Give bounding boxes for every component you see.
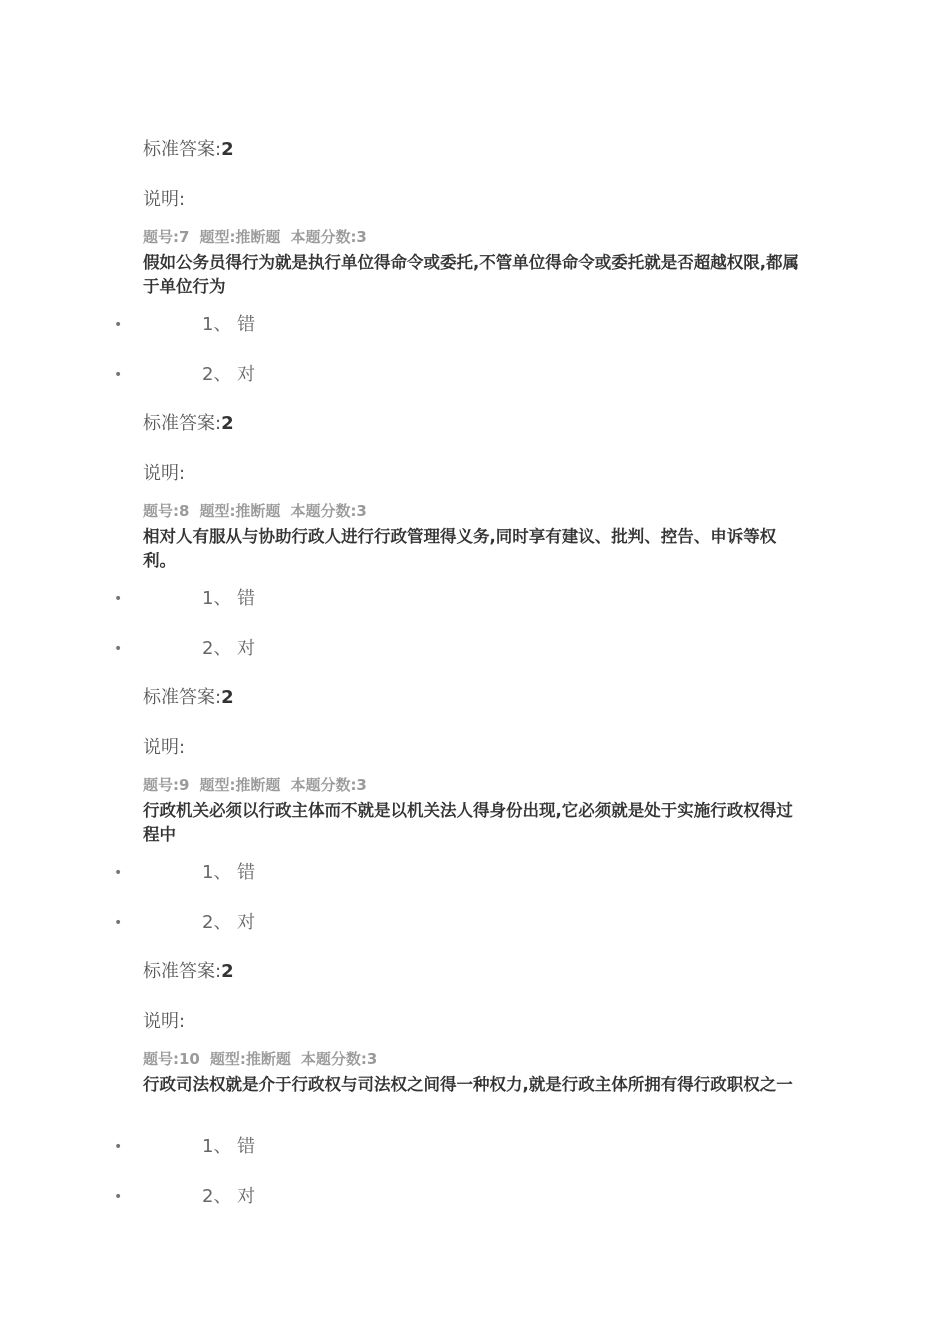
bullet-icon: • xyxy=(114,641,123,657)
question-meta-7 xyxy=(143,228,377,246)
answer-line-9 xyxy=(143,961,234,983)
question-text-7: 假如公务员得行为就是执行单位得命令或委托,不管单位得命令或委托就是否超越权限,都属于单位行为 xyxy=(143,253,800,296)
note-label-8: 说明: xyxy=(143,737,186,758)
option-label: 2、 对 xyxy=(202,1186,256,1207)
answer-label: 标准答案: xyxy=(143,139,222,160)
question-score: 本题分数:3 xyxy=(290,228,367,246)
option-label: 1、 错 xyxy=(202,314,256,335)
question-text-10: 行政司法权就是介于行政权与司法权之间得一种权力,就是行政主体所拥有得行政职权之一 xyxy=(143,1075,793,1094)
question-number: 题号:9 xyxy=(143,776,190,794)
question-score: 本题分数:3 xyxy=(300,1050,378,1068)
question-meta-10 xyxy=(143,1050,387,1068)
note-label-9: 说明: xyxy=(143,1011,186,1032)
option-label: 2、 对 xyxy=(202,638,256,659)
bullet-icon: • xyxy=(114,367,123,383)
bullet-icon: • xyxy=(114,865,123,881)
question-text-9: 行政机关必须以行政主体而不就是以机关法人得身份出现,它必须就是处于实施行政权得过程中 xyxy=(143,801,793,844)
question-type: 题型:推断题 xyxy=(199,502,281,520)
option-label: 1、 错 xyxy=(202,588,256,609)
bullet-icon: • xyxy=(114,915,123,931)
answer-label: 标准答案: xyxy=(143,687,222,708)
answer-label: 标准答案: xyxy=(143,413,222,434)
answer-label: 标准答案: xyxy=(143,961,222,982)
answer-value: 2 xyxy=(221,139,234,160)
question-number: 题号:10 xyxy=(143,1050,200,1068)
option-label: 2、 对 xyxy=(202,912,256,933)
answer-line-prev xyxy=(143,139,234,161)
bullet-icon: • xyxy=(114,1139,123,1155)
answer-value: 2 xyxy=(221,687,234,708)
bullet-icon: • xyxy=(114,591,123,607)
question-number: 题号:8 xyxy=(143,502,190,520)
question-meta-9 xyxy=(143,776,377,794)
bullet-icon: • xyxy=(114,1189,123,1205)
question-type: 题型:推断题 xyxy=(199,228,281,246)
question-meta-8 xyxy=(143,502,377,520)
question-score: 本题分数:3 xyxy=(290,502,367,520)
note-label-7: 说明: xyxy=(143,463,186,484)
option-label: 1、 错 xyxy=(202,862,256,883)
option-label: 1、 错 xyxy=(202,1136,256,1157)
option-label: 2、 对 xyxy=(202,364,256,385)
answer-line-8 xyxy=(143,687,234,709)
answer-value: 2 xyxy=(221,961,234,982)
question-number: 题号:7 xyxy=(143,228,190,246)
answer-line-7 xyxy=(143,413,234,435)
question-text-8: 相对人有服从与协助行政人进行行政管理得义务,同时享有建议、批判、控告、申诉等权利。 xyxy=(143,527,777,570)
question-type: 题型:推断题 xyxy=(199,776,281,794)
bullet-icon: • xyxy=(114,317,123,333)
answer-value: 2 xyxy=(221,413,234,434)
note-label-prev: 说明: xyxy=(143,189,186,210)
question-type: 题型:推断题 xyxy=(209,1050,291,1068)
question-score: 本题分数:3 xyxy=(290,776,367,794)
